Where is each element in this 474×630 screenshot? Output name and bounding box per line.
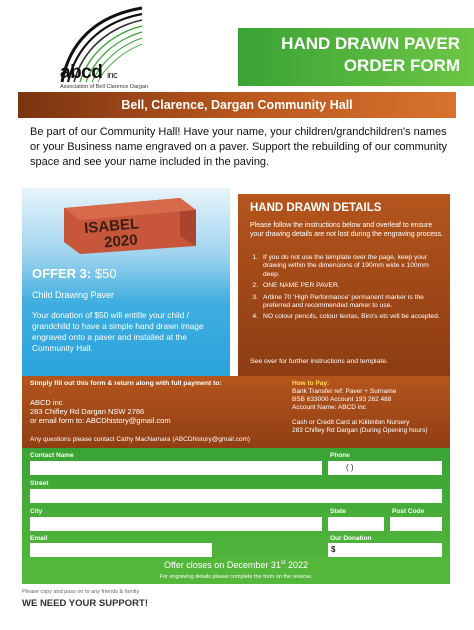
city-field[interactable] [30,517,322,531]
contact-note: Any questions please contact Cathy MacNamara (ABCDhistory@gmail.com) [30,436,251,443]
state-label: State [330,508,346,515]
intro-paragraph: Be part of our Community Hall! Have your name, your children/grandchildren's names or your Business name engraved on a paver. Support the rebuilding of our community space and see your name included in the paving. [30,126,448,168]
hall-banner: Bell, Clarence, Dargan Community Hall [18,92,456,118]
brick-paver-image [60,194,200,256]
contact-name-label: Contact Name [30,452,74,459]
details-item: 1. If you do not use the template over the page, keep your drawing within the dimensions of 190mm wide x 100mm deep. [252,254,429,278]
post-code-field[interactable] [390,517,442,531]
details-item: 4. NO colour pencils, colour textas, Biro's etc will be accepted. [252,313,440,321]
logo-wordmark: abcd inc [60,62,118,83]
phone-label: Phone [330,452,350,459]
phone-field[interactable]: ( ) [328,461,442,475]
donation-label: Our Donation [330,535,372,542]
offer-subtitle: Child Drawing Paver [32,290,115,300]
footer-note: Please copy and pass on to any friends & family [22,589,140,595]
details-footer: See over for further instructions and template. [250,358,388,365]
page-title: HAND DRAWN PAVER ORDER FORM [281,34,460,75]
email-label: Email [30,535,48,542]
details-list [250,254,445,325]
logo-subtitle: Association of Bell Clarence Dargan [60,84,149,90]
closes-note: For engraving details please complete the form on the reverse. [159,574,313,580]
return-instructions: Simply fill out this form & return along with full payment to: [30,380,222,387]
email-field[interactable] [30,543,212,557]
city-label: City [30,508,43,515]
state-field[interactable] [328,517,384,531]
return-address: ABCD inc 283 Chifley Rd Dargan NSW 2786 or email form to: ABCDhistory@gmail.com [30,398,230,425]
email-link[interactable]: or email form to: ABCDhistory@gmail.com [30,416,171,425]
brick-engraving-line1: ISABEL [83,215,140,238]
details-intro: Please follow the instructions below and overleaf to ensure your drawing details are not lost during the engraving process. [250,222,443,238]
post-code-label: Post Code [392,508,425,515]
how-to-pay: How to Pay: Bank Transfer ref: Paver + Surname BSB 633000 Account 193 262 488 Account Name: ABCD inc Cash or Credit Card at Kilibinbin Nursery 283 Chifley Rd Dargan (During Opening hours) [292,380,428,434]
street-field[interactable] [30,489,442,503]
offer-closes-text: Offer closes on December 31st 2022 [163,560,309,570]
details-item: 2. ONE NAME PER PAVER. [252,282,340,290]
details-item: 3. Artline 70 'High Performance' permanent marker is the preferred and recommended marker to use. [252,293,424,310]
footer-support-text: WE NEED YOUR SUPPORT! [22,598,148,609]
brick-engraving-line2: 2020 [103,231,139,252]
contact-name-field[interactable] [30,461,322,475]
street-label: Street [30,480,49,487]
details-heading: HAND DRAWN DETAILS [250,202,382,214]
donation-field[interactable]: $ [328,543,442,557]
offer-heading: OFFER 3: $50 [32,266,117,281]
offer-description: Your donation of $50 will entitle your child / grandchild to have a simple hand drawn image engraved onto a paver and installed at the Community Hall. [32,310,204,353]
